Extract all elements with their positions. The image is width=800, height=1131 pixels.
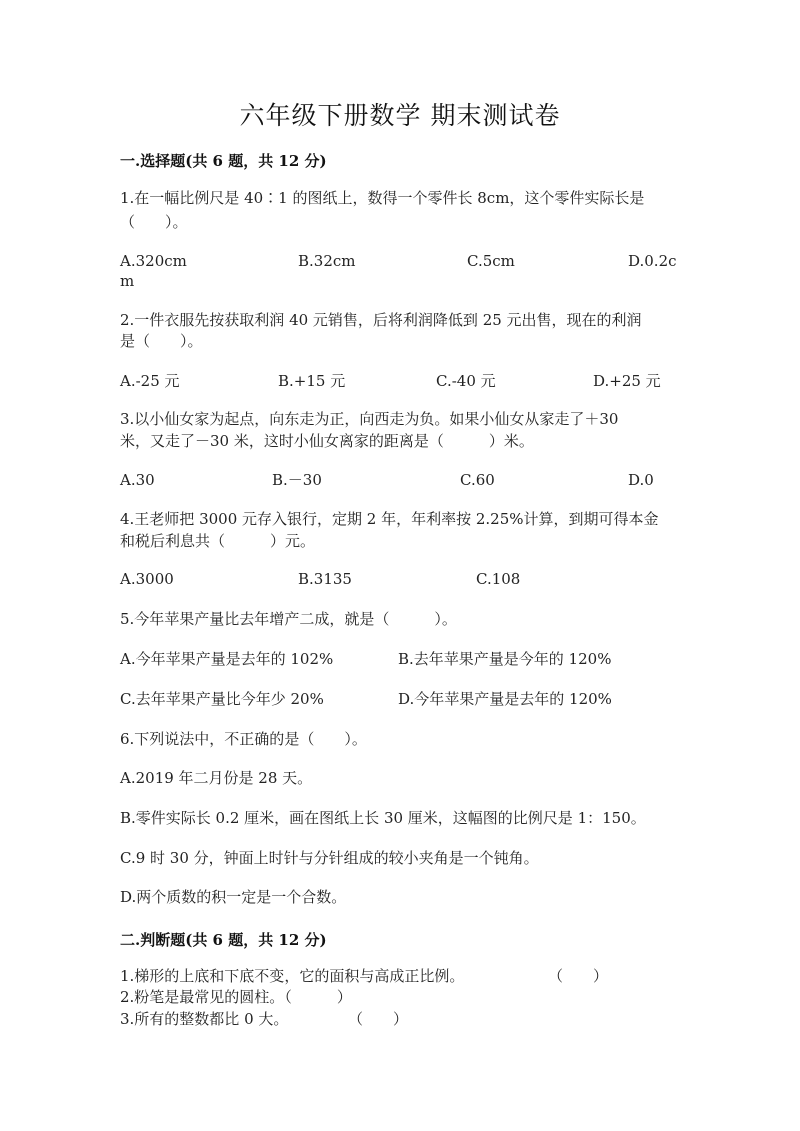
judgment-item-3-text: 3.所有的整数都比 0 大。 [120,1010,289,1028]
question-6-option-b: B.零件实际长 0.2 厘米，画在图纸上长 30 厘米，这幅图的比例尺是 1：150。 [120,809,646,827]
question-2-option-a: A.-25 元 [120,372,180,390]
question-1-option-c: C.5cm [467,252,515,270]
judgment-item-1-text: 1.梯形的上底和下底不变，它的面积与高成正比例。 [120,967,465,985]
question-3-stem-line2: 米，又走了－30 米，这时小仙女离家的距离是（ ）米。 [120,432,534,450]
judgment-item-2-text: 2.粉笔是最常见的圆柱。（ ） [120,988,352,1006]
question-2-stem-line1: 2.一件衣服先按获取利润 40 元销售，后将利润降低到 25 元出售，现在的利润 [120,311,642,329]
section-heading-judgment: 二.判断题(共 6 题，共 12 分) [120,931,327,949]
question-4-stem-line1: 4.王老师把 3000 元存入银行，定期 2 年，年利率按 2.25%计算，到期可得本金 [120,510,659,528]
question-2-option-b: B.+15 元 [278,372,346,390]
question-5-option-b: B.去年苹果产量是今年的 120% [398,650,612,668]
question-3-option-d: D.0 [628,471,654,489]
question-6-option-a: A.2019 年二月份是 28 天。 [120,769,313,787]
judgment-item-3-blank: （ ） [348,1010,409,1028]
question-1-option-d-wrap: m [120,272,135,290]
question-3-stem-line1: 3.以小仙女家为起点，向东走为正，向西走为负。如果小仙女从家走了＋30 [120,410,619,428]
question-2-stem-line2: 是（ ）。 [120,332,203,350]
question-3-option-a: A.30 [120,471,155,489]
judgment-item-1-blank: （ ） [548,967,609,985]
question-2-option-c: C.-40 元 [436,372,496,390]
question-4-option-c: C.108 [476,570,521,588]
question-4-option-b: B.3135 [298,570,352,588]
question-5-option-c: C.去年苹果产量比今年少 20% [120,690,324,708]
question-6-option-c: C.9 时 30 分，钟面上时针与分针组成的较小夹角是一个钝角。 [120,849,539,867]
question-1-stem-line1: 1.在一幅比例尺是 40∶1 的图纸上，数得一个零件长 8cm，这个零件实际长是 [120,189,645,207]
question-2-option-d: D.+25 元 [593,372,661,390]
question-4-stem-line2: 和税后利息共（ ）元。 [120,532,316,550]
question-1-option-a: A.320cm [120,252,187,270]
question-4-option-a: A.3000 [120,570,174,588]
question-3-option-c: C.60 [460,471,495,489]
section-heading-choice: 一.选择题(共 6 题，共 12 分) [120,152,327,170]
question-6-stem: 6.下列说法中，不正确的是（ ）。 [120,730,367,748]
question-5-option-d: D.今年苹果产量是去年的 120% [398,690,612,708]
question-1-option-b: B.32cm [298,252,356,270]
question-3-option-b: B.－30 [272,471,322,489]
question-6-option-d: D.两个质数的积一定是一个合数。 [120,888,347,906]
question-5-stem: 5.今年苹果产量比去年增产二成，就是（ ）。 [120,610,457,628]
page-title: 六年级下册数学 期末测试卷 [239,101,561,130]
question-1-option-d: D.0.2c [628,252,677,270]
question-1-stem-line2: （ ）。 [120,213,188,231]
question-5-option-a: A.今年苹果产量是去年的 102% [120,650,334,668]
